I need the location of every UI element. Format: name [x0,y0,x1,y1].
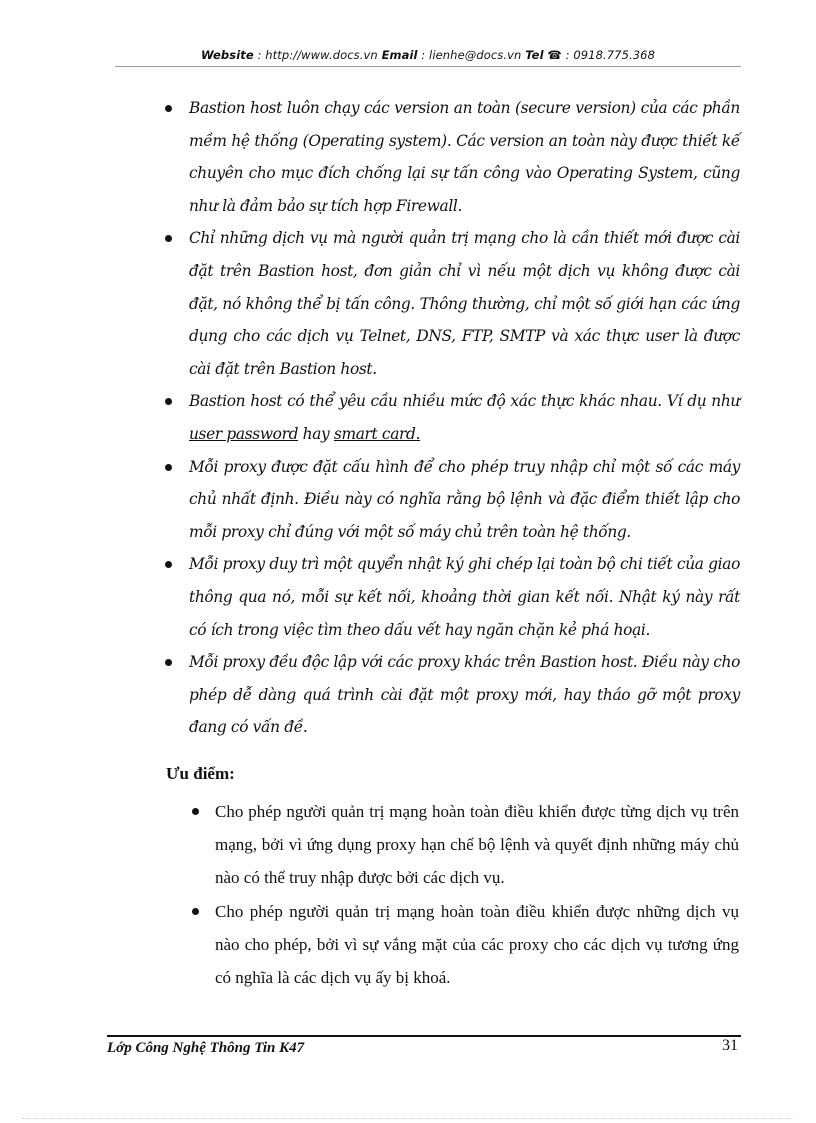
list-item-text: Chỉ những dịch vụ mà người quản trị mạng cho là cần thiết mới được cài đặt trên Bastion host, đơn giản chỉ vì nếu một dịch vụ không được cài đặt, nó không thể bị tấn công. Thông thường, chỉ một số giới hạn các ứng dụng cho các dịch vụ Telnet, DNS, FTP, SMTP và xác thực user là được cài đặt trên Bastion host. [189,229,740,378]
list-item-text: Cho phép người quản trị mạng hoàn toàn điều khiển được từng dịch vụ trên mạng, bởi vì ứng dụng proxy hạn chế bộ lệnh và quyết định những máy chủ nào có thể truy nhập được bởi các dịch vụ. [215,802,739,888]
page-header [115,48,741,62]
list-item-text: Mỗi proxy được đặt cấu hình để cho phép truy nhập chỉ một số các máy chủ nhất định. Điều này có nghĩa rằng bộ lệnh và đặc điểm thiết lập cho mỗi proxy chỉ đúng với một số máy chủ trên toàn hệ thống. [189,457,740,541]
list-item-text: hay [298,424,334,443]
page-bottom-border [22,1118,794,1119]
list-item [188,895,739,995]
list-item-text: Bastion host có thể yêu cầu nhiều mức độ xác thực khác nhau. Ví dụ như [189,392,740,411]
list-item [160,92,740,222]
email-value: : lienhe@docs.vn [417,48,526,62]
tel-value: : 0918.775.368 [561,48,655,62]
header-rule [115,66,741,67]
website-url: : http://www.docs.vn [253,48,382,62]
list-item [160,222,740,385]
email-label: Email [381,48,418,62]
list-item-text: Mỗi proxy duy trì một quyển nhật ký ghi chép lại toàn bộ chi tiết của giao thông qua nó, mỗi sự kết nối, khoảng thời gian kết nối. Nhật ký này rất có ích trong việc tìm theo dấu vết hay ngăn chặn kẻ phá hoại. [189,555,740,639]
website-label: Website [200,48,254,62]
bullet-list-italic [160,92,740,744]
bullet-icon [165,464,172,471]
advantages-heading: Ưu điểm: [166,764,235,783]
phone-icon: ☎ [547,48,562,62]
list-item [188,795,739,895]
list-item [160,451,740,549]
list-item-text: Mỗi proxy đều độc lập với các proxy khác trên Bastion host. Điều này cho phép dễ dàng quá trình cài đặt một proxy mới, hay tháo gỡ một proxy đang có vấn đề. [189,653,740,737]
user-password-link[interactable]: user password [189,424,299,443]
list-item-text: Cho phép người quản trị mạng hoàn toàn điều khiển được những dịch vụ nào cho phép, bởi vì sự vắng mặt của các proxy cho các dịch vụ tương ứng có nghĩa là các dịch vụ ấy bị khoá. [215,901,739,988]
advantages-list [188,795,739,994]
smart-card-link[interactable]: smart card. [333,424,421,443]
list-item-text: Bastion host luôn chạy các version an toàn (secure version) của các phần mềm hệ thống (Operating system). Các version an toàn này được thiết kế chuyên cho mục đích chống lại sự tấn công vào Operating System, cũng như là đảm bảo sự tích hợp Firewall. [189,99,740,215]
tel-label: Tel [525,48,544,62]
bullet-icon [192,908,199,915]
bullet-icon [165,105,172,112]
bullet-icon [165,398,172,405]
bullet-icon [165,235,172,242]
bullet-icon [165,561,172,568]
bullet-icon [165,659,172,666]
footer-rule [107,1035,741,1037]
page-number: 31 [722,1037,738,1054]
list-item [160,548,740,646]
list-item [160,385,740,450]
bullet-icon [192,808,199,815]
footer-class-name: Lớp Công Nghệ Thông Tin K47 [107,1040,305,1056]
list-item [160,646,740,744]
